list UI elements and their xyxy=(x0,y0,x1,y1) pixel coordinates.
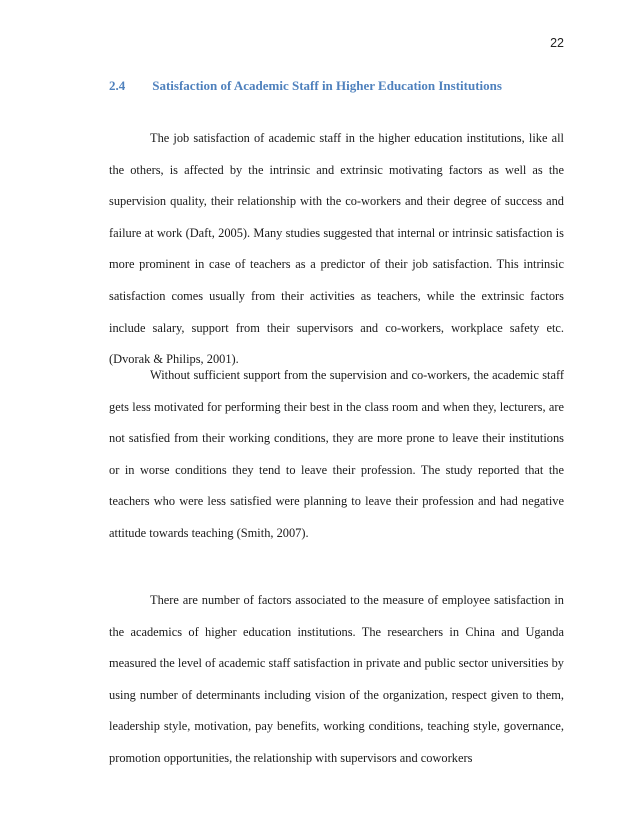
section-number: 2.4 xyxy=(109,78,126,93)
paragraph-3: There are number of factors associated to the measure of employee satisfaction in the academics of higher education institutions. The researchers in China and Uganda measured the level of academic staff satisfaction in private and public sector universities by using number of determinants including vision of the organization, respect given to them, leadership style, motivation, pay benefits, working conditions, teaching style, governance, promotion opportunities, the relationship with supervisors and coworkers xyxy=(109,593,564,765)
section-heading xyxy=(109,78,502,94)
section-title: Satisfaction of Academic Staff in Higher Education Institutions xyxy=(152,78,502,93)
page-number: 22 xyxy=(550,36,564,50)
paragraph-2: Without sufficient support from the supervision and co-workers, the academic staff gets less motivated for performing their best in the class room and when they, lecturers, are not satisfied from their working conditions, they are more prone to leave their institutions or in worse conditions they tend to leave their profession. The study reported that the teachers who were less satisfied were planning to leave their profession and had negative attitude towards teaching (Smith, 2007). xyxy=(109,368,564,540)
paragraph-1: The job satisfaction of academic staff in the higher education institutions, like all the others, is affected by the intrinsic and extrinsic motivating factors as well as the supervision quality, their relationship with the co-workers and their degree of success and failure at work (Daft, 2005). Many studies suggested that internal or intrinsic satisfaction is more prominent in case of teachers as a predictor of their job satisfaction. This intrinsic satisfaction comes usually from their activities as teachers, while the extrinsic factors include salary, support from their supervisors and co-workers, workplace safety etc. (Dvorak & Philips, 2001). xyxy=(109,131,564,367)
